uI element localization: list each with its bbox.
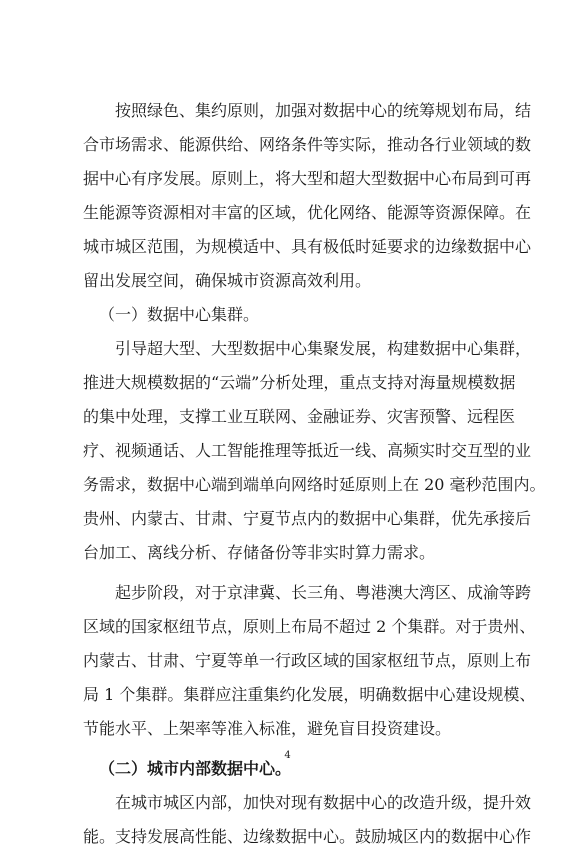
text-line: 推进大规模数据的“云端”分析处理，重点支持对海量规模数据 xyxy=(83,373,516,392)
paragraph-2 xyxy=(83,332,546,570)
paragraph-4 xyxy=(83,786,532,854)
text-line: 留出发展空间，确保城市资源高效利用。 xyxy=(83,271,372,290)
text-line: 能。支持发展高性能、边缘数据中心。鼓励城区内的数据中心作 xyxy=(83,827,532,846)
text-line: 合市场需求、能源供给、网络条件等实际，推动各行业领域的数 xyxy=(83,135,532,154)
text-line: 据中心有序发展。原则上，将大型和超大型数据中心布局到可再 xyxy=(83,169,532,188)
section-heading-2: （二）城市内部数据中心。 xyxy=(99,759,292,778)
page-number: 4 xyxy=(284,750,291,761)
text-line: 的集中处理，支撑工业互联网、金融证券、灾害预警、远程医 xyxy=(83,407,516,426)
text-line: 在城市城区内部，加快对现有数据中心的改造升级，提升效 xyxy=(115,793,532,812)
text-line: 务需求，数据中心端到端单向网络时延原则上在 20 毫秒范围内。 xyxy=(83,475,546,494)
text-line: 节能水平、上架率等准入标准，避免盲目投资建设。 xyxy=(83,719,452,738)
text-line: 贵州、内蒙古、甘肃、宁夏节点内的数据中心集群，优先承接后 xyxy=(83,509,532,528)
text-line: 内蒙古、甘肃、宁夏等单一行政区域的国家枢纽节点，原则上布 xyxy=(83,651,532,670)
text-line: 疗、视频通话、人工智能推理等抵近一线、高频实时交互型的业 xyxy=(83,441,532,460)
text-line: 城市城区范围，为规模适中、具有极低时延要求的边缘数据中心 xyxy=(83,237,532,256)
text-line: 引导超大型、大型数据中心集聚发展，构建数据中心集群， xyxy=(115,339,532,358)
section-heading-1: （一）数据中心集群。 xyxy=(99,305,260,324)
paragraph-3 xyxy=(83,576,536,746)
paragraph-1 xyxy=(83,94,532,298)
document-body xyxy=(83,94,546,854)
text-line: 起步阶段，对于京津冀、长三角、粤港澳大湾区、成渝等跨 xyxy=(115,583,532,602)
text-line: 按照绿色、集约原则，加强对数据中心的统筹规划布局，结 xyxy=(115,101,532,120)
text-line: 区域的国家枢纽节点，原则上布局不超过 2 个集群。对于贵州、 xyxy=(83,617,536,636)
text-line: 局 1 个集群。集群应注重集约化发展，明确数据中心建设规模、 xyxy=(83,685,536,704)
text-line: 生能源等资源相对丰富的区域，优化网络、能源等资源保障。在 xyxy=(83,203,532,222)
text-line: 台加工、离线分析、存储备份等非实时算力需求。 xyxy=(83,543,436,562)
